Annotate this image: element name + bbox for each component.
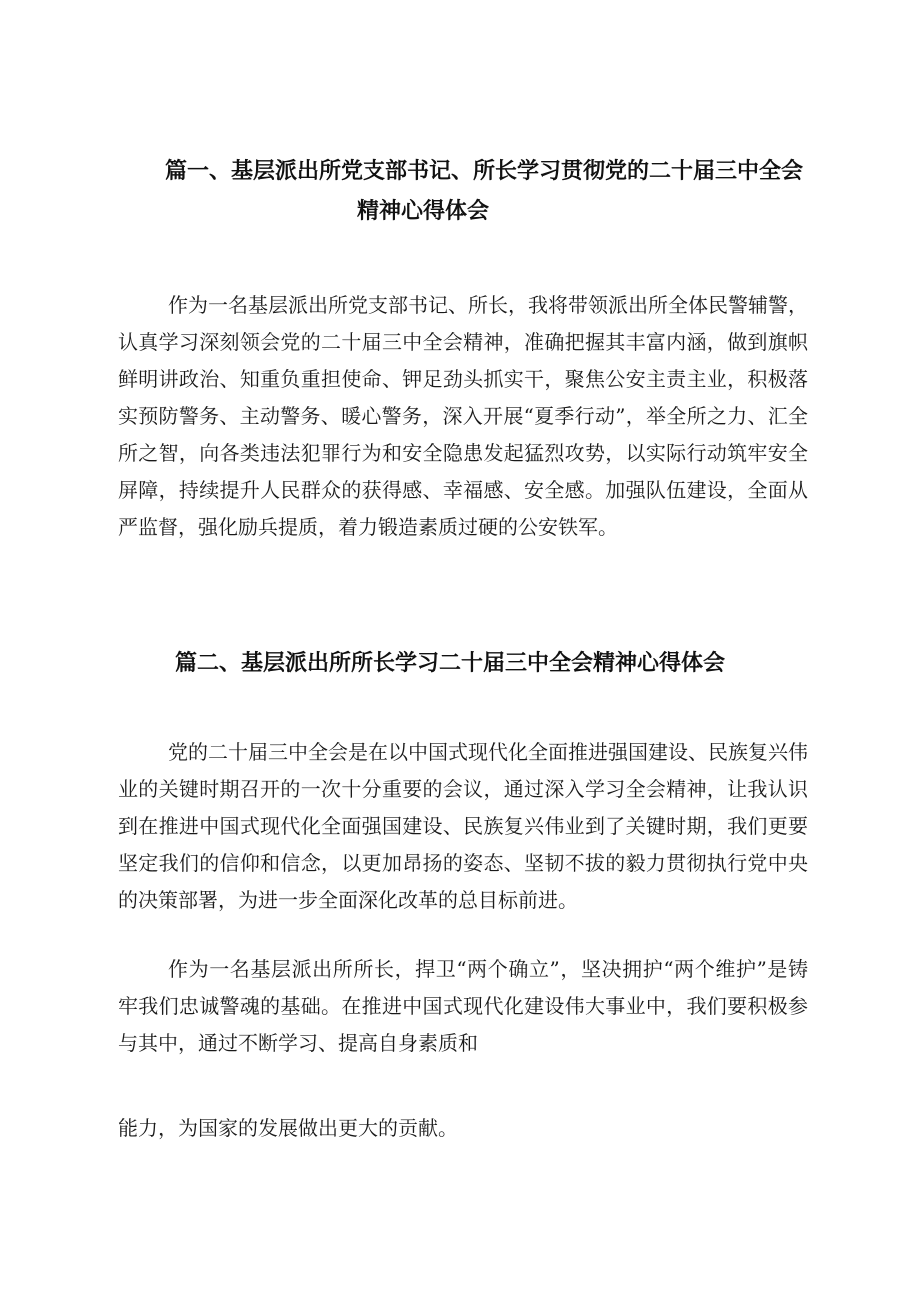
section2-paragraph1: 党的二十届三中全会是在以中国式现代化全面推进强国建设、民族复兴伟业的关键时期召开的一次十分重要的会议，通过深入学习全会精神，让我认识到在推进中国式现代化全面强国建设、民族复兴伟业到了关键时期，我们更要坚定我们的信仰和信念，以更加昂扬的姿态、坚韧不拔的毅力贯彻执行党中央的决策部署，为进一步全面深化改革的总目标前进。 xyxy=(118,740,808,912)
section2-title xyxy=(175,644,815,684)
section2-paragraph3: 能力，为国家的发展做出更大的贡献。 xyxy=(118,1116,458,1140)
section2-paragraph2: 作为一名基层派出所所长，捍卫“两个确立”，坚决拥护“两个维护”是铸牢我们忠诚警魂的基础。在推进中国式现代化建设伟大事业中，我们要积极参与其中，通过不断学习、提高自身素质和 xyxy=(118,957,808,1055)
section1-title-line2: 精神心得体会 xyxy=(357,199,490,224)
section1-title-line1: 篇一、基层派出所党支部书记、所长学习贯彻党的二十届三中全会 xyxy=(165,159,804,184)
section1-title xyxy=(165,152,865,232)
section1-paragraph: 作为一名基层派出所党支部书记、所长，我将带领派出所全体民警辅警，认真学习深刻领会党的二十届三中全会精神，准确把握其丰富内涵，做到旗帜鲜明讲政治、知重负重担使命、钾足劲头抓实干，聚焦公安主责主业，积极落实预防警务、主动警务、暖心警务，深入开展“夏季行动”，举全所之力、汇全所之智，向各类违法犯罪行为和安全隐患发起猛烈攻势，以实际行动筑牢安全屏障，持续提升人民群众的获得感、幸福感、安全感。加强队伍建设，全面从严监督，强化励兵提质，着力锻造素质过硬的公安铁军。 xyxy=(118,293,808,539)
section2-title-text: 篇二、基层派出所所长学习二十届三中全会精神心得体会 xyxy=(175,651,726,676)
